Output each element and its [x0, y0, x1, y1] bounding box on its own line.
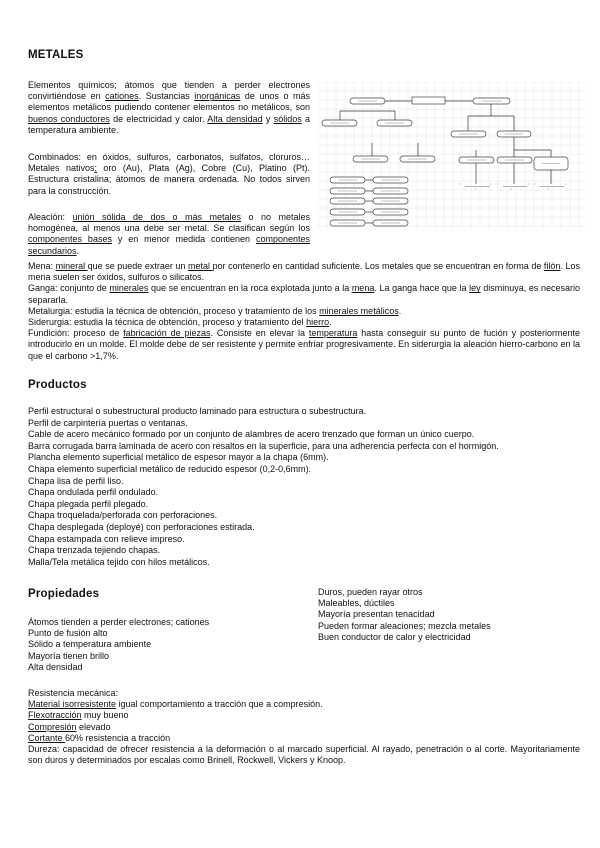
text-segment: elevado [76, 721, 111, 732]
definition-ganga [28, 283, 580, 305]
underlined-term: componentes secundarios [28, 234, 311, 256]
text-segment: disminuya, es necesario separarla. [28, 283, 580, 305]
underlined-term: minerales metálicos [319, 305, 399, 316]
text-segment: Elementos químicos; átomos que tienden a perder electrones convirtiéndose en [28, 80, 310, 102]
text-segment: Metalurgia: estudia la técnica de obtención, proceso y tratamiento de los [28, 305, 320, 316]
dureza-paragraph [28, 744, 580, 766]
text-segment: Aleación: [28, 212, 73, 222]
propiedad-item: Átomos tienden a perder electrones; cationes [28, 617, 210, 627]
underlined-term: hierro [306, 317, 330, 328]
text-segment: a temperatura ambiente. [28, 113, 310, 135]
text-segment: muy bueno [81, 710, 129, 721]
resistencia-item [28, 710, 580, 721]
combinados-paragraph [28, 152, 310, 197]
propiedad-item: Maleables, dúctiles [318, 598, 395, 609]
producto-item: Chapa troquelada/perforada con perforaciones. [28, 510, 218, 521]
propiedad-item: Buen conductor de calor y electricidad [318, 631, 471, 642]
definition-fundicion [28, 328, 580, 362]
underlined-term: cationes [105, 91, 139, 102]
propiedades-left-list [28, 617, 209, 673]
text-segment: igual comportamiento a tracción que a compresión. [116, 699, 323, 710]
propiedad-item: Mayoría presentan tenacidad [318, 609, 435, 620]
text-segment: y [262, 113, 274, 124]
underlined-term: sólidos [273, 113, 302, 124]
text-segment: por contenerlo en cantidad suficiente. Los metales que se encuentran en forma de [212, 261, 544, 271]
propiedades-heading: Propiedades [28, 588, 100, 600]
underlined-term: temperatura [308, 328, 358, 339]
text-segment: . [329, 317, 332, 328]
propiedad-item: Duros, pueden rayar otros [318, 587, 423, 597]
underlined-term: ; [94, 163, 97, 174]
underlined-term: inorgánicas [194, 91, 241, 102]
underlined-term: Cortante [28, 732, 66, 743]
propiedad-item: Mayoría tienen brillo [28, 650, 110, 661]
text-segment: . La ganga hace que la [374, 283, 470, 294]
producto-item: Chapa elemento superficial metálico de reducido espesor (0,2-0,6mm). [28, 463, 312, 474]
propiedad-item: Alta densidad [28, 661, 83, 672]
text-segment: . Consiste en elevar la [210, 328, 309, 339]
text-segment: Ganga: conjunto de [28, 283, 110, 294]
text-segment: Mena: [28, 261, 56, 271]
producto-item: Chapa desplegada (deployé) con perforaciones estirada. [28, 521, 255, 532]
productos-list [28, 406, 580, 568]
producto-item: Chapa plegada perfil plegado. [28, 498, 149, 509]
underlined-term: mineral [55, 261, 88, 271]
underlined-term: filón [543, 261, 561, 271]
producto-item: Malla/Tela metálica tejido con hilos metálicos. [28, 556, 210, 567]
text-segment: hasta conseguir su punto de fución y posteriormente introducirlo en un molde. El molde debe de ser resistente y permite enfriar progresivamente. En siderurgia la aleación hierro-carbono en la que el carbono >1,7%. [28, 328, 580, 361]
underlined-term: componentes bases [28, 234, 112, 245]
aleacion-paragraph [28, 212, 310, 257]
metals-classification-diagram [318, 82, 586, 228]
producto-item: Cable de acero mecánico formado por un conjunto de alambres de acero trenzado que forman un único cuerpo. [28, 429, 475, 440]
underlined-term: Alta densidad [207, 113, 263, 124]
text-segment: Fundición: proceso de [28, 328, 124, 339]
underlined-term: ley [469, 283, 481, 294]
resistencia-item [28, 733, 580, 744]
underlined-term: fabricación de piezas [123, 328, 211, 339]
producto-item: Chapa trenzada tejiendo chapas. [28, 545, 161, 556]
producto-item: Perfil estructural o subestructural producto laminado para estructura o subestructura. [28, 406, 367, 416]
underlined-term: mena [351, 283, 375, 294]
underlined-term: Flexotracción [28, 710, 82, 721]
resistencia-item [28, 699, 580, 710]
text-segment: oro (Au), Plata (Ag), Cobre (Cu), Platino (Pt). Estructura cristalina; átomos de manera ordenada. No todos sirven para la construcción. [28, 163, 311, 196]
propiedad-item: Sólido a temperatura ambiente [28, 639, 152, 650]
text-segment: 60% resistencia a tracción [65, 732, 171, 743]
underlined-term: metal [187, 261, 213, 271]
text-segment: de unos o más elementos metálicos pudiendo contener elementos no metálicos, son [28, 91, 310, 113]
resistencia-title: Resistencia mecánica: [28, 688, 119, 698]
underlined-term: unión sólida de dos o más metales [72, 212, 242, 222]
diagram-root-node [412, 97, 445, 104]
intro-paragraph [28, 80, 310, 136]
text-segment: y en menor medida contienen [111, 234, 256, 245]
text-segment: Siderurgia: estudia la técnica de obtención, proceso y tratamiento del [28, 317, 307, 328]
text-segment: Dureza: capacidad de ofrecer resistencia a la deformación o al marcado superficial. Al rayado, penetración o al corte. Mayoritariamente son duros y determinados por escalas como Brinell, Rockwell, Vickers y Knoop. [28, 744, 580, 766]
producto-item: Chapa estampada con relieve impreso. [28, 533, 185, 544]
underlined-term: buenos conductores [28, 113, 110, 124]
definition-siderurgia [28, 317, 580, 328]
resistencia-section [28, 688, 580, 766]
producto-item: Chapa lisa de perfil liso. [28, 475, 124, 486]
page-title: METALES [28, 49, 84, 61]
text-segment: . [76, 245, 80, 256]
definition-mena [28, 261, 580, 283]
producto-item: Barra corrugada barra laminada de acero con resaltos en la superficie, para una adherencia perfecta con el hormigón. [28, 440, 499, 451]
text-segment: . Los mena suelen ser óxidos, sulfuros o silicatos. [28, 261, 581, 283]
underlined-term: minerales [109, 283, 149, 294]
propiedad-item: Punto de fusión alto [28, 628, 108, 639]
text-segment: o no metales homogénea, al menos una debe ser metal. Se clasifican según los [28, 212, 310, 234]
text-segment: . [398, 305, 402, 316]
underlined-term: Compresión [28, 721, 77, 732]
underlined-term: Material isorresistente [28, 699, 117, 710]
producto-item: Perfil de carpintería puertas o ventanas. [28, 417, 188, 428]
propiedad-item: Pueden formar aleaciones; mezcla metales [318, 620, 491, 631]
propiedades-right-list [318, 587, 491, 643]
definitions [28, 261, 580, 362]
productos-heading: Productos [28, 379, 87, 391]
text-segment: Combinados: en óxidos, sulfuros, carbonatos, sulfatos, cloruros… Metales nativos [28, 152, 310, 174]
text-segment: . Sustancias [138, 91, 195, 102]
resistencia-item [28, 722, 580, 733]
text-segment: que se puede extraer un [87, 261, 188, 271]
text-segment: que se encuentran en la roca explotada junto a la [148, 283, 352, 294]
producto-item: Plancha elemento superficial metálico de espesor mayor a la chapa (6mm). [28, 452, 329, 463]
text-segment: de electricidad y calor. [109, 113, 208, 124]
producto-item: Chapa ondulada perfil ondulado. [28, 487, 159, 498]
definition-metalurgia [28, 306, 580, 317]
